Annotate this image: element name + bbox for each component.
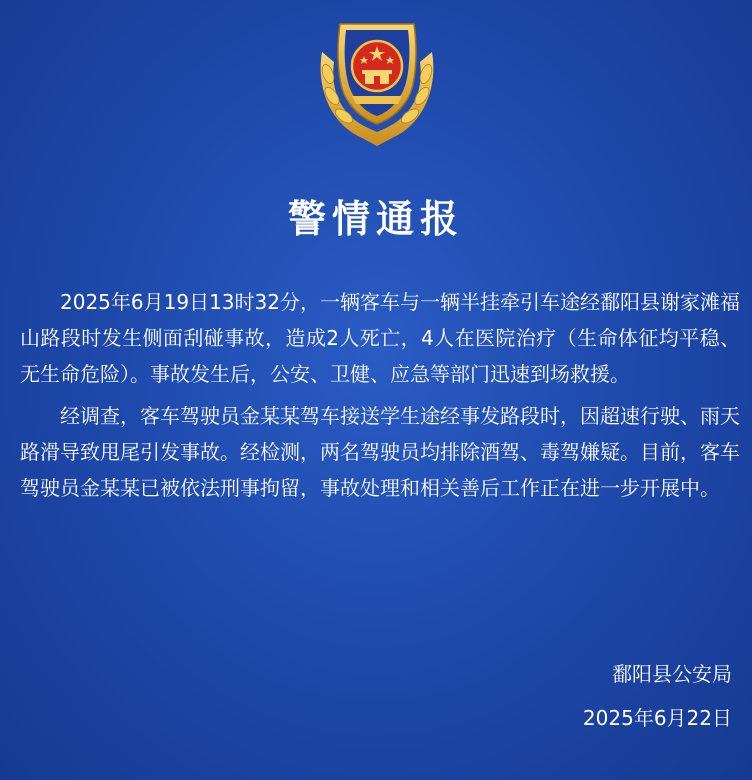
issue-date: 2025年6月22日 xyxy=(582,706,732,730)
page-title: 警情通报 xyxy=(287,197,464,241)
paragraph-2: 经调查，客车驾驶员金某某驾车接送学生途经事发路段时，因超速行驶、雨天路滑导致甩尾引发事故。经检测，两名驾驶员均排除酒驾、毒驾嫌疑。目前，客车驾驶员金某某已被依法刑事拘留，事故处理和相关善后工作正在进一步开展中。 xyxy=(20,404,740,500)
issuer: 鄱阳县公安局 xyxy=(612,662,732,686)
paragraph-1: 2025年6月19日13时32分，一辆客车与一辆半挂牵引车途经鄱阳县谢家滩福山路段时发生侧面刮碰事故，造成2人死亡，4人在医院治疗（生命体征均平稳、无生命危险）。事故发生后，公安、卫健、应急等部门迅速到场救援。 xyxy=(20,290,740,386)
police-emblem-icon xyxy=(312,12,442,152)
announcement-body xyxy=(20,284,740,512)
signature-block xyxy=(472,652,732,740)
